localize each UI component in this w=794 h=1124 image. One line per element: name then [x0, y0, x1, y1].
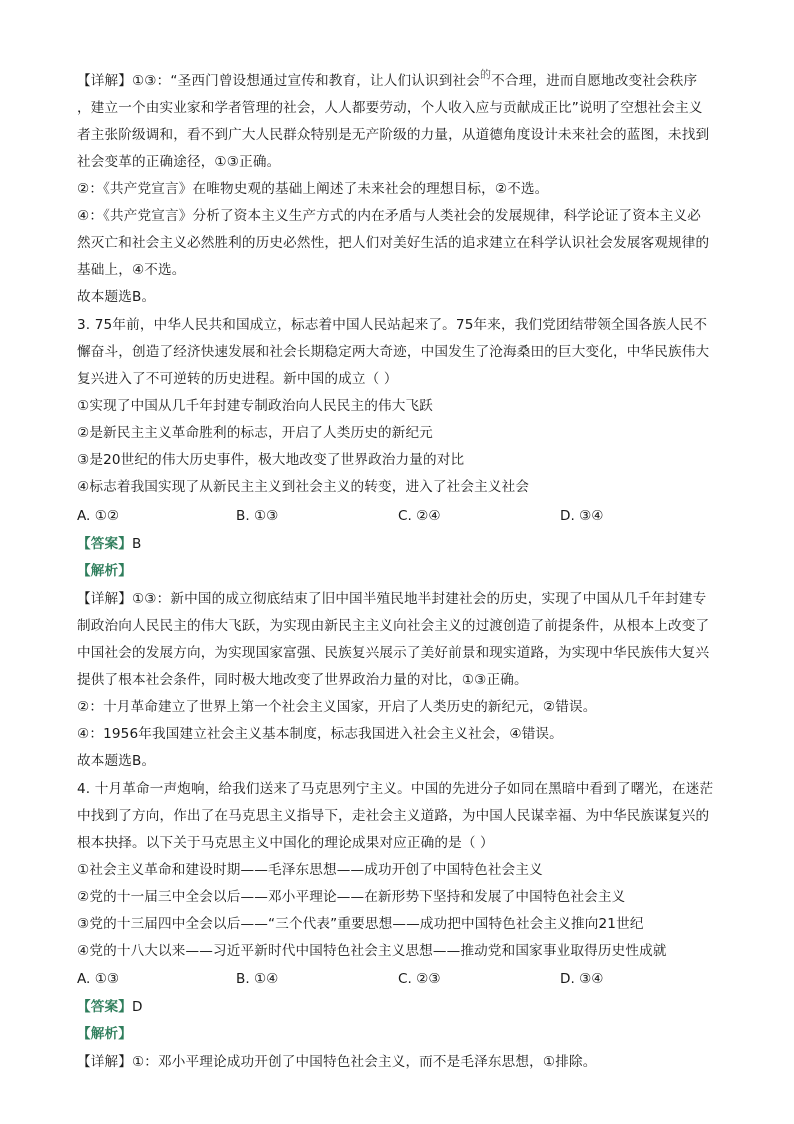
- explanation-line: 者主张阶级调和，看不到广大人民群众特别是无产阶级的力量，从道德角度设计未来社会的蓝图，未找到: [77, 127, 710, 143]
- question-4-option-b: B. ①④: [236, 971, 279, 987]
- question-4-option-a: A. ①③: [77, 971, 120, 987]
- explanation-line: 然灭亡和社会主义必然胜利的历史必然性，把人们对美好生活的追求建立在科学认识社会发展客观规律的: [77, 235, 710, 251]
- question-3-conclusion: 故本题选B。: [77, 753, 156, 769]
- question-4-statement-2: ②党的十一届三中全会以后——邓小平理论——在新形势下坚持和发展了中国特色社会主义: [77, 889, 626, 905]
- question-3-stem: 3. 75年前，中华人民共和国成立，标志着中国人民站起来了。75年来，我们党团结带领全国各族人民不: [77, 317, 708, 333]
- question-4-stem: 根本抉择。以下关于马克思主义中国化的理论成果对应正确的是（ ）: [77, 835, 494, 851]
- answer-tag: 【答案】: [77, 999, 132, 1015]
- question-3-detail: ④：1956年我国建立社会主义基本制度，标志我国进入社会主义社会，④错误。: [77, 726, 563, 742]
- explanation-line: 【详解】①③：“圣西门曾设想通过宣传和教育，让人们认识到社会$^的$不合理，进而自愿地改变社会秩序: [77, 68, 698, 89]
- question-3-option-d: D. ③④: [560, 508, 604, 524]
- question-3-statement-4: ④标志着我国实现了从新民主主义到社会主义的转变，进入了社会主义社会: [77, 479, 530, 495]
- question-3-statement-3: ③是20世纪的伟大历史事件，极大地改变了世界政治力量的对比: [77, 452, 465, 468]
- question-3-option-b: B. ①③: [236, 508, 279, 524]
- explanation-line: ④：《共产党宣言》分析了资本主义生产方式的内在矛盾与人类社会的发展规律，科学论证了资本主义必: [77, 208, 702, 224]
- question-4-option-d: D. ③④: [560, 971, 604, 987]
- explanation-line: ，建立一个由实业家和学者管理的社会，人人都要劳动，个人收入应与贡献成正比”说明了空想社会主义: [77, 100, 703, 116]
- conclusion-line: 故本题选B。: [77, 289, 156, 305]
- question-3-detail: 制政治向人民民主的伟大飞跃，为实现由新民主主义向社会主义的过渡创造了前提条件，从根本上改变了: [77, 618, 710, 634]
- question-3-statement-1: ①实现了中国从几千年封建专制政治向人民民主的伟大飞跃: [77, 398, 433, 414]
- question-3-detail: 提供了根本社会条件，同时极大地改变了世界政治力量的对比，①③正确。: [77, 672, 528, 688]
- explanation-line: ②：《共产党宣言》在唯物史观的基础上阐述了未来社会的理想目标，②不选。: [77, 181, 549, 197]
- question-4-statement-4: ④党的十八大以来——习近平新时代中国特色社会主义思想——推动党和国家事业取得历史性成就: [77, 943, 667, 959]
- question-4-statement-1: ①社会主义革命和建设时期——毛泽东思想——成功开创了中国特色社会主义: [77, 862, 543, 878]
- answer-value: D: [131, 999, 143, 1015]
- question-3-detail: 【详解】①③：新中国的成立彻底结束了旧中国半殖民地半封建社会的历史，实现了中国从几千年封建专: [77, 591, 707, 607]
- question-4-analysis-heading: 【解析】: [77, 1026, 132, 1042]
- question-3-option-a: A. ①②: [77, 508, 120, 524]
- answer-value: B: [131, 536, 142, 552]
- question-4-detail: 【详解】①：邓小平理论成功开创了中国特色社会主义，而不是毛泽东思想，①排除。: [77, 1054, 597, 1070]
- question-3-stem: 懈奋斗，创造了经济快速发展和社会长期稳定两大奇迹，中国发生了沧海桑田的巨大变化，中华民族伟大: [77, 344, 710, 360]
- question-3-detail: 中国社会的发展方向，为实现国家富强、民族复兴展示了美好前景和现实道路，为实现中华民族伟大复兴: [77, 645, 710, 661]
- question-3-analysis-heading: 【解析】: [77, 563, 132, 579]
- answer-tag: 【答案】: [77, 536, 132, 552]
- question-4-stem: 中找到了方向，作出了在马克思主义指导下，走社会主义道路，为中国人民谋幸福、为中华民族谋复兴的: [77, 808, 710, 824]
- question-3-detail: ②：十月革命建立了世界上第一个社会主义国家，开启了人类历史的新纪元，②错误。: [77, 699, 597, 715]
- question-3-statement-2: ②是新民主主义革命胜利的标志，开启了人类历史的新纪元: [77, 425, 433, 441]
- question-4-option-c: C. ②③: [398, 971, 441, 987]
- explanation-line: 基础上，④不选。: [77, 262, 186, 278]
- question-3-stem: 复兴进入了不可逆转的历史进程。新中国的成立（ ）: [77, 371, 398, 387]
- question-3-answer: [77, 535, 722, 553]
- question-3-option-c: C. ②④: [398, 508, 441, 524]
- question-4-answer: [77, 998, 722, 1016]
- question-4-stem: 4. 十月革命一声炮响，给我们送来了马克思列宁主义。中国的先进分子如同在黑暗中看到了曙光，在迷茫: [77, 781, 714, 797]
- superscript-char: 的: [479, 68, 492, 81]
- explanation-line: 社会变革的正确途径，①③正确。: [77, 154, 281, 170]
- question-4-statement-3: ③党的十三届四中全会以后——“三个代表”重要思想——成功把中国特色社会主义推向21世纪: [77, 916, 644, 932]
